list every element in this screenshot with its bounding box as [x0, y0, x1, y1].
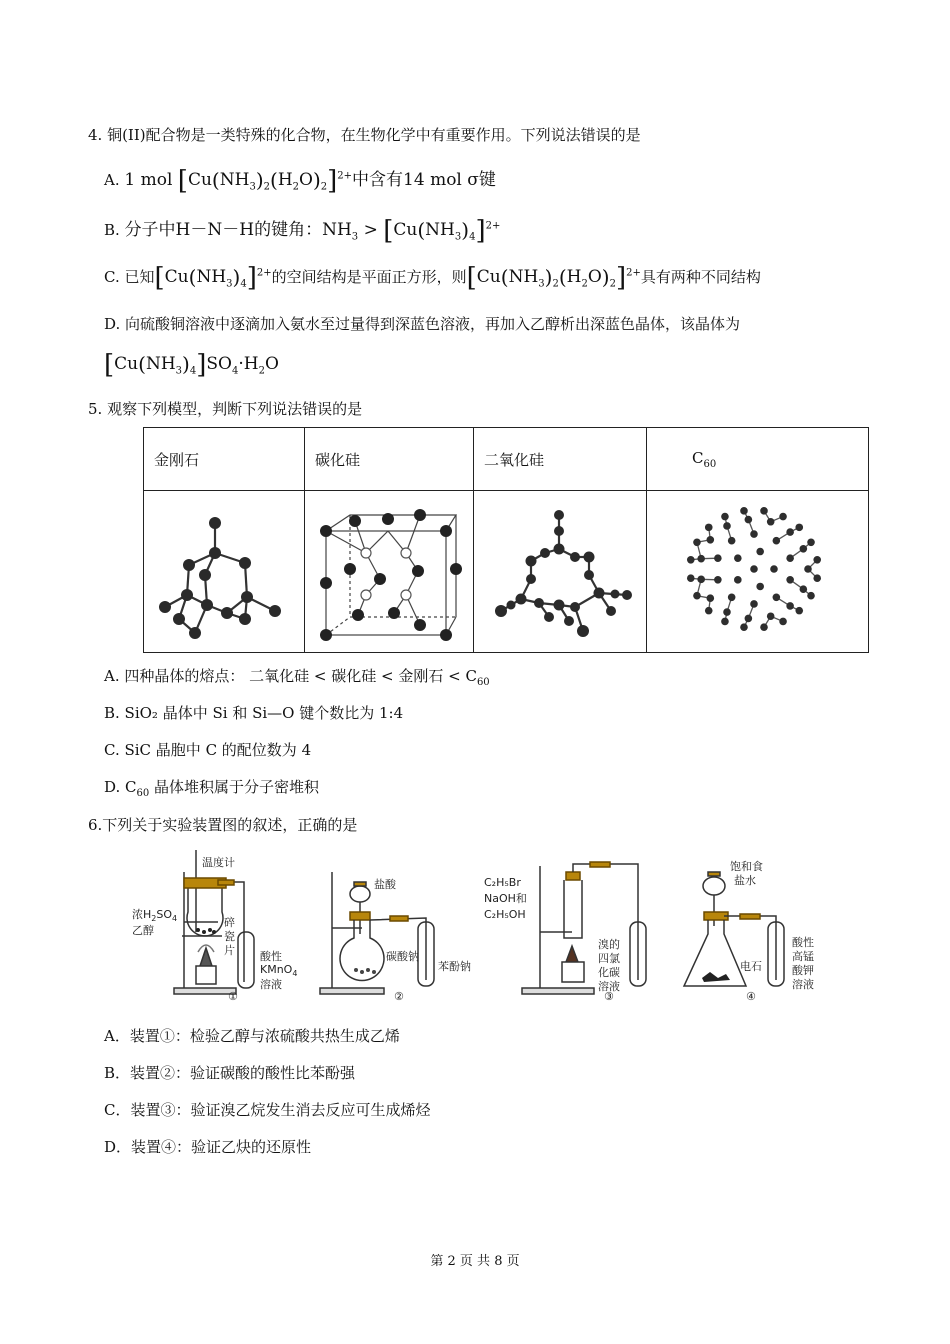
q4-option-b: B. 分子中H－N－H的键角：$NH_3 > [Cu(NH_3)_4]^{2+}$: [104, 216, 501, 246]
carbon-atom: [740, 623, 748, 631]
carbon-atom: [807, 538, 815, 546]
label-hcl: 盐酸: [374, 878, 396, 891]
label-kmno4b-1: 酸性: [792, 936, 814, 949]
c60-model: [647, 491, 869, 653]
q6-option-c: C．装置③：验证溴乙烷发生消去反应可生成烯烃: [104, 1101, 431, 1119]
page-footer: 第 2 页 共 8 页: [430, 1254, 520, 1269]
apparatus-2-image: [310, 842, 480, 1007]
label-kmno4-1: 酸性: [260, 950, 282, 963]
label-kmno4b-3: 酸钾: [792, 964, 814, 977]
carbon-atom: [756, 582, 764, 590]
carbon-atom: [772, 593, 780, 601]
carbon-atom: [813, 574, 821, 582]
label-cac2: 电石: [740, 960, 762, 973]
carbon-atom: [706, 535, 714, 543]
apparatus-1-image: [126, 842, 298, 1007]
apparatus-3-image: [480, 842, 680, 1007]
q5-option-a: A. 四种晶体的熔点： 二氧化硅 < 碳化硅 < 金刚石 < $C_{60}$: [104, 667, 490, 688]
label-brine-1: 饱和食: [730, 860, 763, 873]
carbon-atom: [786, 602, 794, 610]
header-c60: $C_{60}$: [647, 428, 869, 491]
label-kmno4-2: KMnO$_4$: [260, 963, 298, 978]
label-naoh: NaOH和: [484, 892, 527, 905]
label-br2-2: 四氯: [598, 952, 620, 965]
carbon-atom: [786, 576, 794, 584]
q6-option-d: D．装置④：验证乙炔的还原性: [104, 1138, 312, 1156]
label-conc-h2so4: 浓$H_2SO_4$: [132, 908, 178, 923]
carbon-atom: [744, 515, 752, 523]
label-apparatus-3: ③: [604, 990, 614, 1003]
header-sic: 碳化硅: [305, 428, 474, 491]
carbon-atom: [697, 575, 705, 583]
diamond-structure-image: [149, 495, 299, 645]
q4-option-c: C. 已知$[Cu(NH_3)_4]^{2+}$的空间结构是平面正方形，则$[Cu(NH_3)_2(H_2O)_2]^{2+}$具有两种不同结构: [104, 263, 761, 293]
carbon-atom: [756, 547, 764, 555]
label-br2-1: 溴的: [598, 938, 620, 951]
carbon-atom: [721, 617, 729, 625]
label-brine-2: 盐水: [734, 874, 756, 887]
label-c2h5br: C₂H₅Br: [484, 876, 521, 889]
carbon-atom: [772, 536, 780, 544]
carbon-atom: [786, 528, 794, 536]
diamond-model: [144, 491, 305, 653]
q6-stem: 6.下列关于实验装置图的叙述，正确的是: [88, 816, 358, 834]
carbon-atom: [779, 512, 787, 520]
fullerene-cage: [686, 507, 820, 631]
carbon-atom: [693, 538, 701, 546]
q6-option-a: A．装置①：检验乙醇与浓硫酸共热生成乙烯: [104, 1027, 400, 1045]
q5-option-d: D. $C_{60}$ 晶体堆积属于分子密堆积: [104, 778, 320, 799]
q5-stem: 5. 观察下列模型，判断下列说法错误的是: [88, 400, 363, 418]
sic-model: [305, 491, 474, 653]
label-chips-3: 片: [224, 944, 235, 957]
carbon-atom: [766, 612, 774, 620]
label-chips-2: 瓷: [224, 930, 235, 943]
q5-option-c: C. SiC 晶胞中 C 的配位数为 4: [104, 741, 312, 759]
carbon-atom: [750, 530, 758, 538]
carbon-atom: [750, 600, 758, 608]
carbon-atom: [779, 617, 787, 625]
carbon-atom: [799, 544, 807, 552]
carbon-atom: [760, 507, 768, 515]
carbon-atom: [714, 576, 722, 584]
label-c2h5oh: C₂H₅OH: [484, 908, 526, 921]
q5-option-b: B. SiO₂ 晶体中 Si 和 Si—O 键个数比为 1:4: [104, 704, 404, 722]
label-na2co3: 碳酸钠: [386, 950, 419, 963]
q4-option-a: A. 1 mol $[Cu(NH_3)_2(H_2O)_2]^{2+}$中含有14 mol σ键: [104, 166, 496, 196]
carbon-atom: [704, 523, 712, 531]
carbon-atom: [697, 554, 705, 562]
carbon-atom: [734, 576, 742, 584]
carbon-atom: [721, 512, 729, 520]
carbon-atom: [723, 522, 731, 530]
carbon-atom: [706, 594, 714, 602]
carbon-atom: [740, 507, 748, 515]
q6-option-b: B．装置②：验证碳酸的酸性比苯酚强: [104, 1064, 356, 1082]
sio2-model: [474, 491, 647, 653]
label-thermometer: 温度计: [202, 856, 235, 869]
q4-option-d: D. 向硫酸铜溶液中逐滴加入氨水至过量得到深蓝色溶液，再加入乙醇析出深蓝色晶体，该晶体为: [104, 315, 741, 333]
label-kmno4-3: 溶液: [260, 978, 282, 991]
carbon-atom: [804, 565, 812, 573]
label-apparatus-2: ②: [394, 990, 404, 1003]
carbon-atom: [750, 565, 758, 573]
carbon-atom: [813, 555, 821, 563]
label-ethanol: 乙醇: [132, 924, 154, 937]
carbon-atom: [727, 536, 735, 544]
header-diamond: 金刚石: [144, 428, 305, 491]
carbon-atom: [744, 614, 752, 622]
q4-stem: 4. 铜(II)配合物是一类特殊的化合物，在生物化学中有重要作用。下列说法错误的是: [88, 126, 641, 144]
carbon-atom: [686, 574, 694, 582]
carbon-atom: [723, 608, 731, 616]
label-kmno4b-4: 溶液: [792, 978, 814, 991]
carbon-atom: [693, 591, 701, 599]
c60-structure-image: [670, 495, 846, 645]
label-chips-1: 碎: [224, 916, 235, 929]
label-br2-4: 溶液: [598, 980, 620, 993]
q4-option-d-formula: $[Cu(NH_3)_4]SO_4\cdot H_2O$: [104, 350, 279, 380]
carbon-atom: [704, 606, 712, 614]
carbon-atom: [799, 585, 807, 593]
sic-structure-image: [310, 495, 468, 645]
crystal-model-table: [143, 427, 869, 653]
label-phenol-na: 苯酚钠: [438, 960, 471, 973]
apparatus-4-image: [680, 842, 840, 1007]
label-apparatus-4: ④: [746, 990, 756, 1003]
carbon-atom: [807, 591, 815, 599]
sio2-structure-image: [479, 495, 641, 645]
label-br2-3: 化碳: [598, 966, 620, 979]
carbon-atom: [734, 554, 742, 562]
header-sio2: 二氧化硅: [474, 428, 647, 491]
carbon-atom: [766, 517, 774, 525]
carbon-atom: [686, 555, 694, 563]
carbon-atom: [770, 565, 778, 573]
label-apparatus-1: ①: [228, 990, 238, 1003]
carbon-atom: [795, 523, 803, 531]
carbon-atom: [786, 554, 794, 562]
label-kmno4b-2: 高锰: [792, 950, 814, 963]
carbon-atom: [714, 554, 722, 562]
carbon-atom: [795, 606, 803, 614]
carbon-atom: [760, 623, 768, 631]
carbon-atom: [727, 593, 735, 601]
